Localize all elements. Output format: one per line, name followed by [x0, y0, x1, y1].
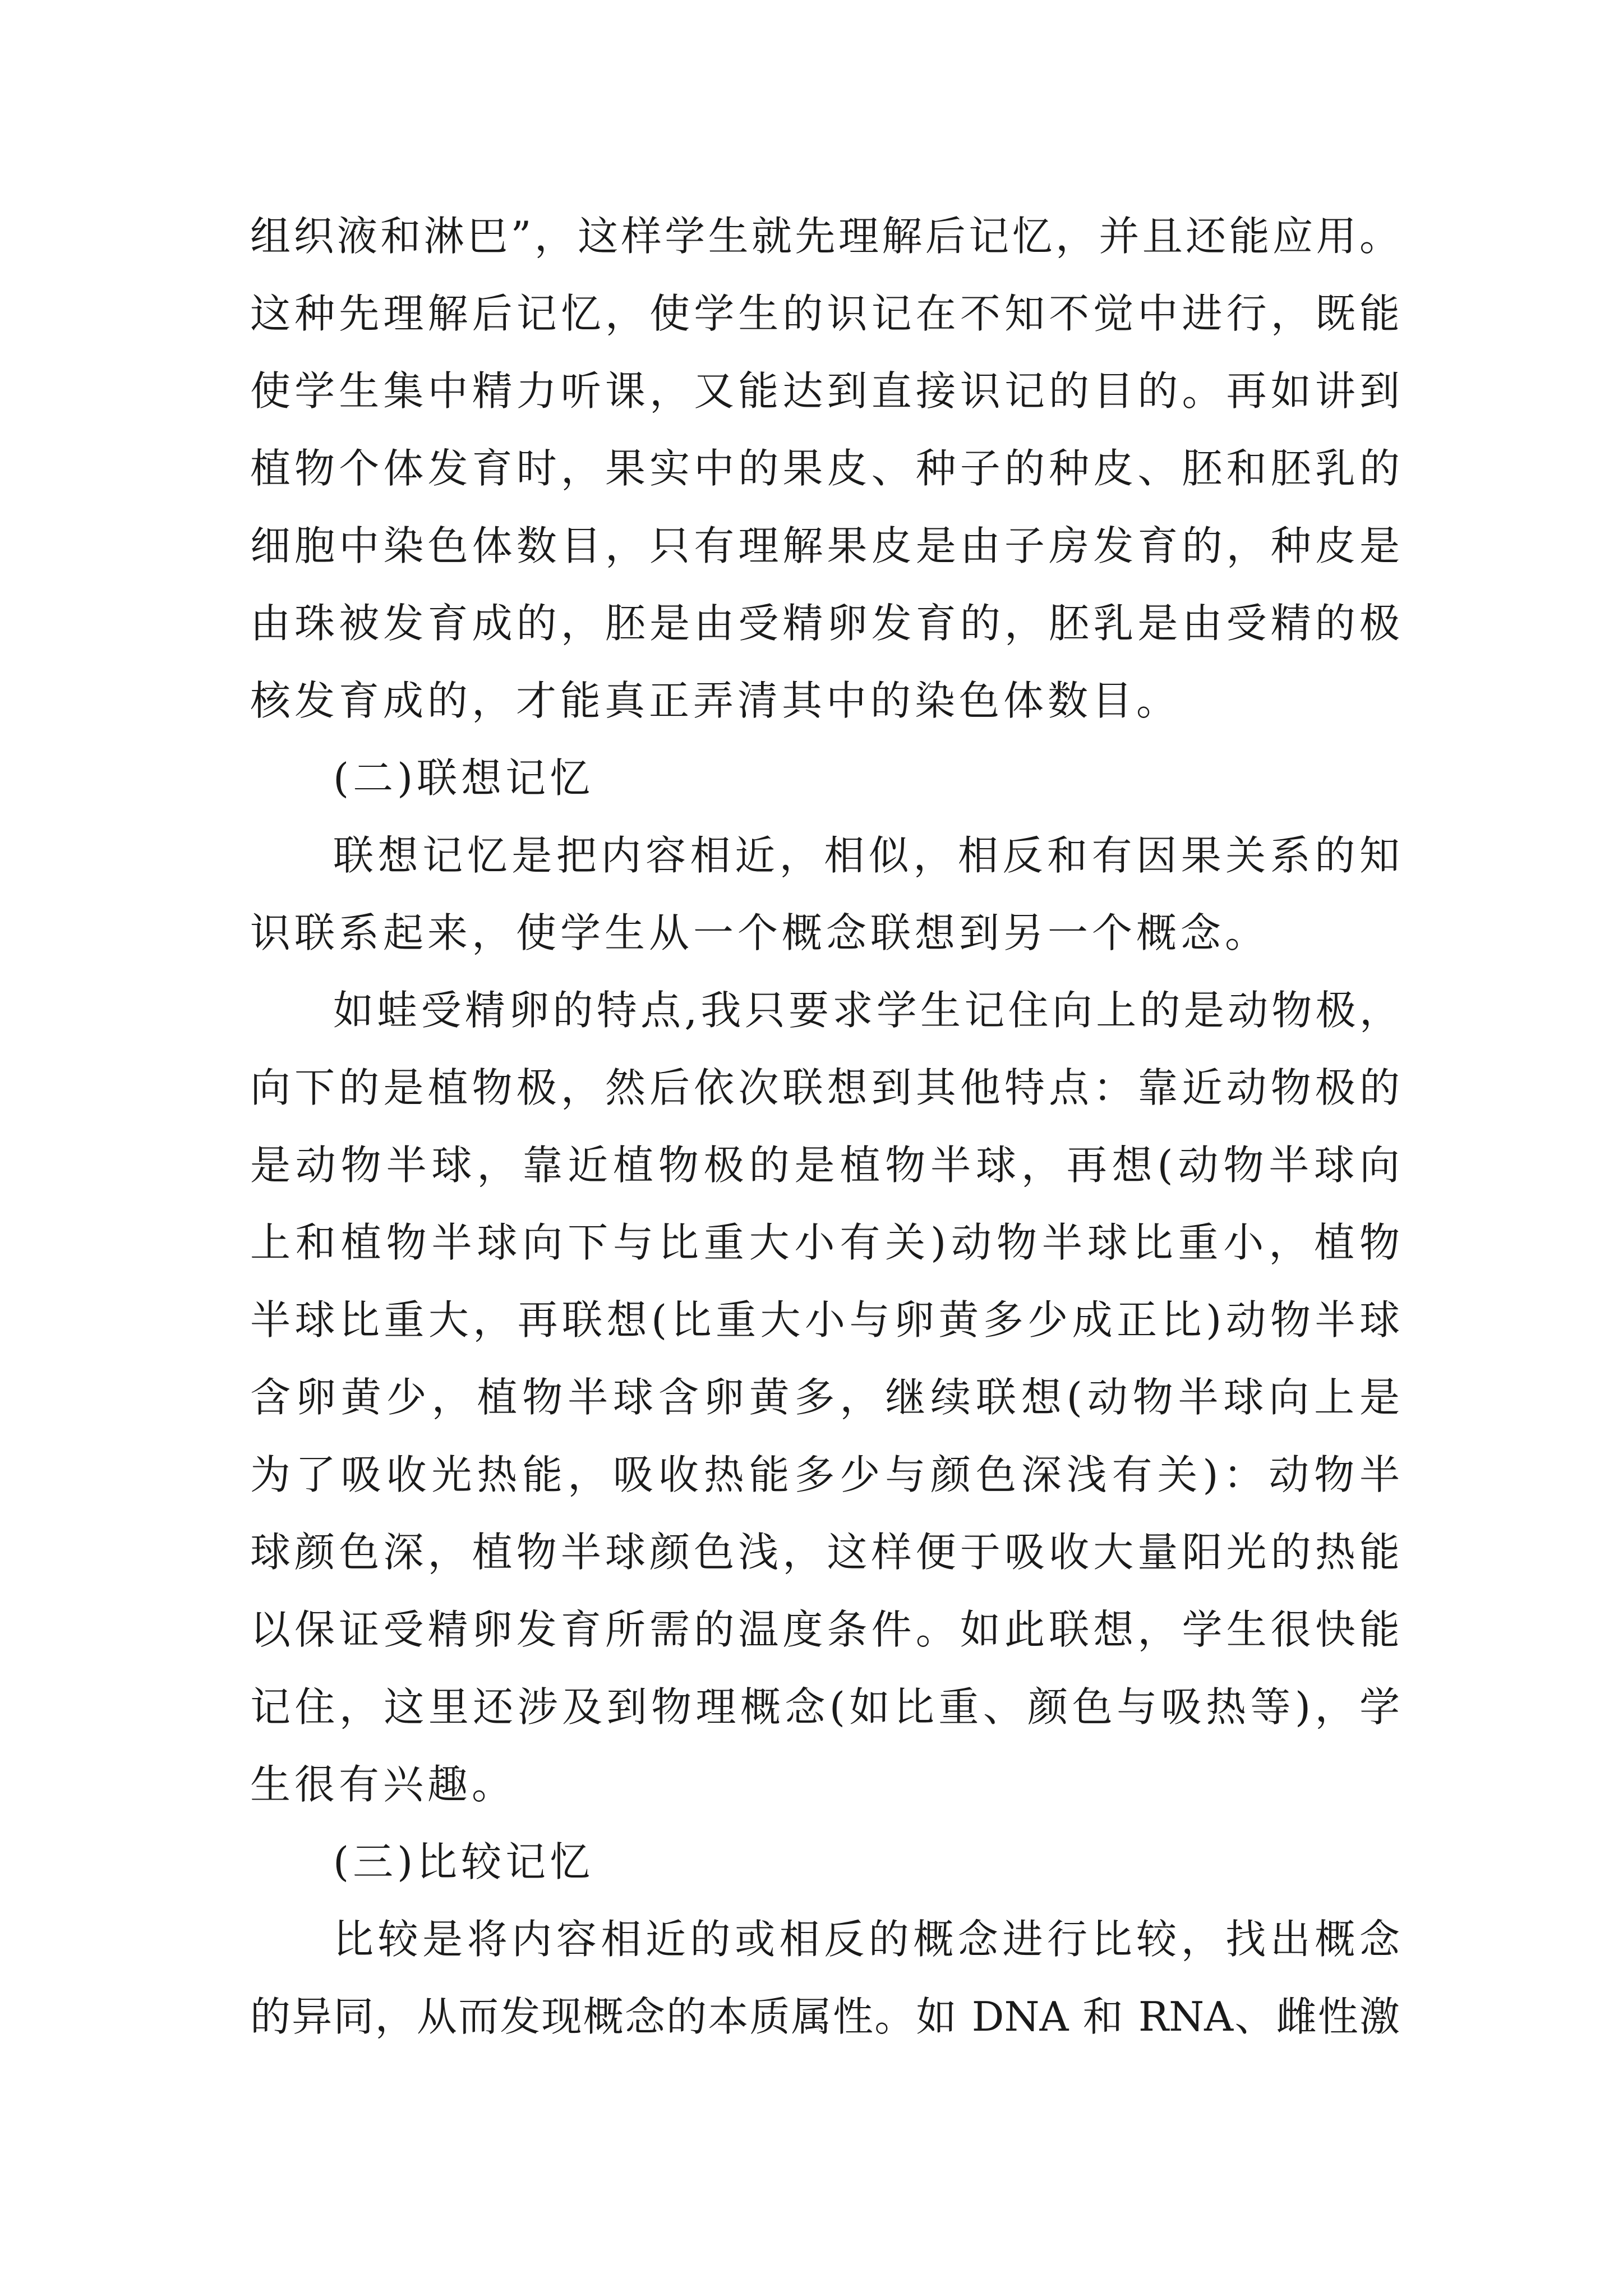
text-line: 向下的是植物极，然后依次联想到其他特点：靠近动物极的 — [250, 1064, 1400, 1111]
text-line: 组织液和淋巴”，这样学生就先理解后记忆，并且还能应用。 — [250, 213, 1400, 260]
text-line: 核发育成的，才能真正弄清其中的染色体数目。 — [250, 677, 1181, 724]
section-heading: (二)联想记忆 — [333, 754, 594, 802]
text-line: 植物个体发育时，果实中的果皮、种子的种皮、胚和胚乳的 — [250, 445, 1400, 492]
text-line: 球颜色深，植物半球颜色浅，这样便于吸收大量阳光的热能 — [250, 1529, 1400, 1576]
text-line: 使学生集中精力听课，又能达到直接识记的目的。再如讲到 — [250, 367, 1400, 415]
text-line: 是动物半球，靠近植物极的是植物半球，再想(动物半球向 — [250, 1142, 1400, 1189]
text-line: 半球比重大，再联想(比重大小与卵黄多少成正比)动物半球 — [250, 1296, 1400, 1343]
section-heading: (三)比较记忆 — [333, 1838, 594, 1885]
text-line: 的异同，从而发现概念的本质属性。如 DNA 和 RNA、雌性激 — [250, 1993, 1400, 2040]
text-line: 上和植物半球向下与比重大小有关)动物半球比重小，植物 — [250, 1219, 1400, 1266]
text-line: 联想记忆是把内容相近，相似，相反和有因果关系的知 — [333, 832, 1400, 879]
text-line: 细胞中染色体数目，只有理解果皮是由子房发育的，种皮是 — [250, 522, 1400, 569]
text-line: 为了吸收光热能，吸收热能多少与颜色深浅有关)：动物半 — [250, 1451, 1400, 1498]
text-line: 记住，这里还涉及到物理概念(如比重、颜色与吸热等)，学 — [250, 1683, 1400, 1731]
text-line: 生很有兴趣。 — [250, 1761, 517, 1808]
text-line: 如蛙受精卵的特点,我只要求学生记住向上的是动物极， — [333, 987, 1400, 1034]
text-line: 比较是将内容相近的或相反的概念进行比较，找出概念 — [333, 1916, 1400, 1963]
text-line: 由珠被发育成的，胚是由受精卵发育的，胚乳是由受精的极 — [250, 600, 1400, 647]
text-line: 这种先理解后记忆，使学生的识记在不知不觉中进行，既能 — [250, 290, 1400, 337]
text-line: 以保证受精卵发育所需的温度条件。如此联想，学生很快能 — [250, 1606, 1400, 1653]
text-line: 识联系起来，使学生从一个概念联想到另一个概念。 — [250, 909, 1270, 956]
text-line: 含卵黄少，植物半球含卵黄多，继续联想(动物半球向上是 — [250, 1374, 1400, 1421]
